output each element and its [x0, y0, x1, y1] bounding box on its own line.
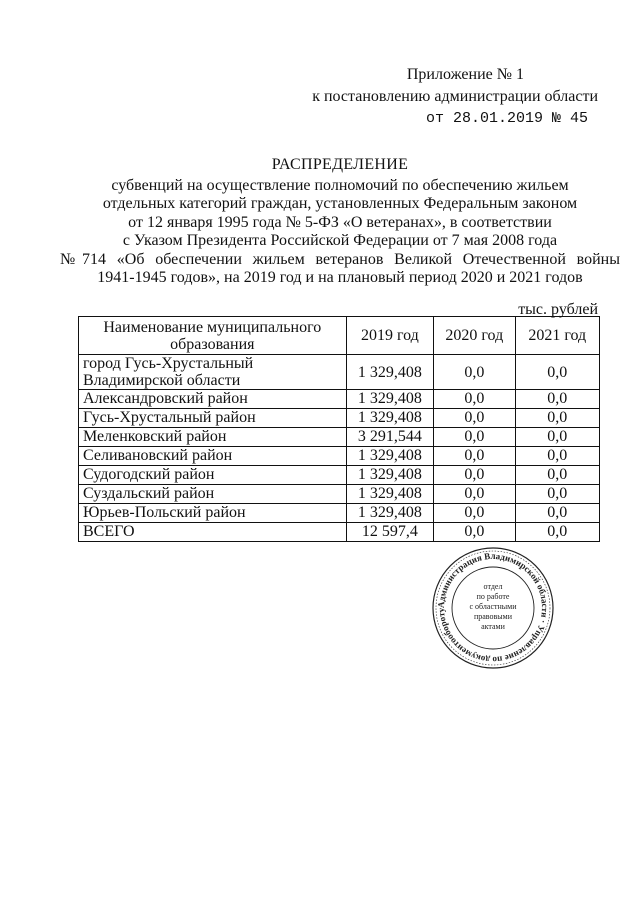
cell-total-label: ВСЕГО — [79, 523, 347, 542]
header-2019: 2019 год — [346, 317, 434, 355]
table-total-row — [79, 523, 600, 542]
cell-2020: 0,0 — [434, 390, 515, 409]
table-row — [79, 355, 600, 390]
cell-2019: 1 329,408 — [346, 466, 434, 485]
cell-2020: 0,0 — [434, 485, 515, 504]
cell-2021: 0,0 — [515, 504, 599, 523]
cell-municipality: Селивановский район — [79, 447, 347, 466]
cell-municipality: Судогодский район — [79, 466, 347, 485]
annex-number: Приложение № 1 — [406, 66, 524, 83]
cell-total-2020: 0,0 — [434, 523, 515, 542]
cell-2021: 0,0 — [515, 485, 599, 504]
header-2021: 2021 год — [515, 317, 599, 355]
table-row — [79, 485, 600, 504]
cell-2019: 1 329,408 — [346, 409, 434, 428]
cell-2021: 0,0 — [515, 428, 599, 447]
cell-2020: 0,0 — [434, 447, 515, 466]
annex-block — [312, 64, 598, 130]
cell-2021: 0,0 — [515, 355, 599, 390]
stamp-inner-text: по работе — [476, 592, 510, 601]
cell-total-2019: 12 597,4 — [346, 523, 434, 542]
table-row — [79, 447, 600, 466]
stamp-inner-text: правовыми — [473, 612, 513, 621]
cell-2020: 0,0 — [434, 504, 515, 523]
cell-2019: 3 291,544 — [346, 428, 434, 447]
cell-2020: 0,0 — [434, 466, 515, 485]
header-municipality: Наименование муниципального образования — [79, 317, 347, 355]
title-line: от 12 января 1995 года № 5-ФЗ «О ветеранах», в соответствии — [128, 213, 552, 231]
cell-2019: 1 329,408 — [346, 447, 434, 466]
cell-municipality: Меленковский район — [79, 428, 347, 447]
cell-2021: 0,0 — [515, 447, 599, 466]
official-stamp — [428, 546, 558, 670]
table-header-row — [79, 317, 600, 355]
cell-2020: 0,0 — [434, 428, 515, 447]
units-label: тыс. рублей — [518, 301, 598, 318]
title-line: отдельных категорий граждан, установленных Федеральным законом — [102, 195, 578, 212]
title-line: 1941-1945 годов», на 2019 год и на плановый период 2020 и 2021 годов — [97, 269, 583, 286]
cell-municipality: Александровский район — [79, 390, 347, 409]
table-row — [79, 428, 600, 447]
table-row — [79, 409, 600, 428]
stamp-inner-text: отдел — [483, 582, 503, 591]
document-title — [60, 156, 620, 288]
cell-2020: 0,0 — [434, 355, 515, 390]
cell-2019: 1 329,408 — [346, 355, 434, 390]
cell-2021: 0,0 — [515, 409, 599, 428]
annex-date-number: от 28.01.2019 № 45 — [425, 110, 588, 127]
cell-municipality: Юрьев-Польский район — [79, 504, 347, 523]
stamp-inner-text: актами — [481, 622, 505, 631]
cell-2019: 1 329,408 — [346, 390, 434, 409]
subvention-table — [78, 316, 600, 542]
title-line: №714 «Об обеспечении жильем ветеранов Великой Отечественной войны — [60, 250, 620, 268]
table-row — [79, 466, 600, 485]
cell-2019: 1 329,408 — [346, 504, 434, 523]
cell-2020: 0,0 — [434, 409, 515, 428]
stamp-outer-text: Администрация Владимирской области · Управление по документообороту — [435, 550, 551, 666]
stamp-inner-text: с областными — [469, 602, 517, 611]
table-row — [79, 504, 600, 523]
header-2020: 2020 год — [434, 317, 515, 355]
cell-total-2021: 0,0 — [515, 523, 599, 542]
title-line: субвенций на осуществление полномочий по обеспечению жильем — [111, 176, 569, 194]
table-row — [79, 390, 600, 409]
cell-municipality: Гусь-Хрустальный район — [79, 409, 347, 428]
cell-municipality: город Гусь-Хрустальный Владимирской области — [79, 355, 347, 390]
title-heading: РАСПРЕДЕЛЕНИЕ — [271, 156, 409, 173]
title-line: с Указом Президента Российской Федерации от 7 мая 2008 года — [122, 232, 558, 249]
annex-reference: к постановлению администрации области — [312, 88, 598, 105]
cell-2021: 0,0 — [515, 390, 599, 409]
cell-2021: 0,0 — [515, 466, 599, 485]
cell-2019: 1 329,408 — [346, 485, 434, 504]
cell-municipality: Суздальский район — [79, 485, 347, 504]
